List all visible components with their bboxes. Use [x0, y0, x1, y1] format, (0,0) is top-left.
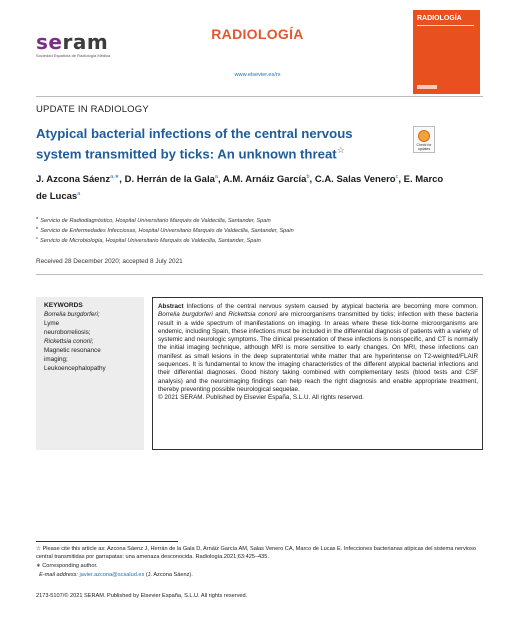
email-note: E-mail address: javier.azcona@scsalud.es (J. Azcona Sáenz). — [39, 572, 193, 578]
header-divider — [36, 96, 483, 97]
affiliation: $^c$Servicio de Microbiología, Hospital Universitario Marqués de Valdecilla, Santander, Spain — [36, 235, 261, 244]
dates-divider — [36, 274, 483, 275]
author: E. Marco de Lucas — [36, 174, 444, 203]
footer-copyright: 2173-5107/© 2021 SERAM. Published by Elsevier España, S.L.U. All rights reserved. — [36, 593, 248, 599]
author: J. Azcona Sáenz — [36, 174, 111, 186]
journal-name: RADIOLOGÍA — [211, 26, 304, 42]
check-updates-label: Check for updates — [416, 143, 432, 151]
journal-cover-image — [413, 10, 480, 94]
cover-rule — [417, 25, 474, 26]
email-link[interactable]: javier.azcona@scsalud.es — [79, 572, 145, 578]
section-label: UPDATE IN RADIOLOGY — [36, 104, 149, 115]
author: D. Herrán de la Gala — [124, 174, 215, 186]
title-footnote-mark[interactable]: ☆ — [336, 145, 345, 155]
abstract-label: Abstract — [158, 303, 184, 310]
keywords-heading: KEYWORDS — [44, 302, 83, 309]
keyword: Leukoencephalopathy — [44, 365, 106, 372]
article-dates: Received 28 December 2020; accepted 8 July 2021 — [36, 258, 183, 265]
cover-title: RADIOLOGÍA — [417, 15, 462, 22]
keyword: neuroborreliosis; — [44, 329, 91, 336]
author-sup[interactable]: a — [214, 174, 218, 180]
author-list: J. Azcona Sáenz$^{a,∗}$, D. Herrán de la Gala$^a$, A.M. Arnáiz García$^b$, C.A. Salas Venero$^c$, E. Marco de Lucas$^a$ — [36, 174, 444, 203]
cover-publisher-mark — [417, 85, 437, 89]
footnote-rule — [36, 541, 178, 542]
author-sup[interactable]: a — [77, 191, 81, 198]
affiliation: $^a$Servicio de Radiodiagnóstico, Hospital Universitario Marqués de Valdecilla, Santander, Spain — [36, 215, 271, 224]
abstract-text: Abstract Infections of the central nervous system caused by atypical bacteria are becoming more common. Borrelia burgdorferi and Rickettsia conorii are microorganisms transmitted by ticks; infection with these bacteria result in a wide spectrum of manifestations on imaging. In areas where these tick-borne microorganisms are endemic, including Spain, these infections must be included in the differential diagnosis of patients with a variety of systemic and neurologic symptoms. The clinical presentation of these infections is nonspecific, and CT is normally the initial imaging technique, although MRI is more sensitive to early changes. On MRI, these infections can manifest as small lesions in the deep supratentorial white matter that are hyperintense on T2-weighted/FLAIR sequences. It is fundamental to know the imaging characteristics of the different atypical bacterial infections and their differential diagnoses. Good history taking combined with complementary tests (blood tests and CSF analysis) and the neuroimaging findings can help reach the right diagnosis and enable appropriate treatment, thereby preventing possible neurological sequelae. © 2021 SERAM. Published by Elsevier España, S.L.U. All rights reserved. — [158, 303, 479, 402]
corresponding-author-note: ∗ Corresponding author. — [36, 563, 98, 569]
keyword: Rickettsia conorii; — [44, 338, 94, 345]
keyword: Borrelia burgdorferi; — [44, 311, 100, 318]
keyword: Magnetic resonance — [44, 347, 101, 354]
author-sup[interactable]: a,∗ — [110, 174, 120, 180]
update-icon — [418, 130, 430, 142]
citation-footnote: ☆ Please cite this article as: Azcona Sáenz J, Herrán de la Gala D, Arnáiz García AM, Salas Venero CA, Marco de Lucas E. Infecciones bacterianas atípicas del sistema nervioso central transmitidas por garrapatas: una amenaza desconocida. Radiología.2021;63:425–435. — [36, 546, 477, 560]
author: C.A. Salas Venero — [314, 174, 396, 186]
affiliation: $^b$Servicio de Enfermedades Infecciosas, Hospital Universitario Marqués de Valdecilla, Santander, Spain — [36, 225, 294, 234]
check-for-updates-badge[interactable] — [413, 126, 435, 153]
abstract-copyright: © 2021 SERAM. Published by Elsevier España, S.L.U. All rights reserved. — [158, 394, 364, 402]
author-sup[interactable]: c — [395, 174, 399, 180]
article-title: Atypical bacterial infections of the central nervous system transmitted by ticks: An unknown threat☆ — [36, 126, 353, 162]
keyword: imaging; — [44, 356, 68, 363]
logo-subtitle: Sociedad Española de Radiología Médica — [36, 53, 111, 58]
seram-logo: seram — [36, 30, 109, 54]
keyword: Lyme — [44, 320, 60, 327]
journal-url-link[interactable]: www.elsevier.es/rx — [234, 72, 281, 78]
author-sup[interactable]: b — [306, 174, 310, 180]
author: A.M. Arnáiz García — [222, 174, 307, 186]
